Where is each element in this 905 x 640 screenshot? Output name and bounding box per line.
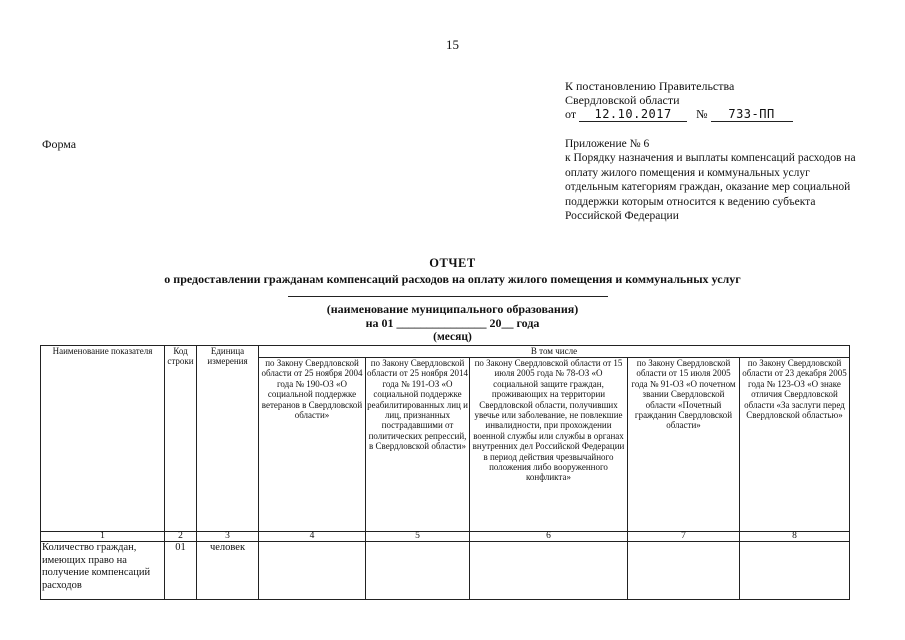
row-code: 01 [165, 542, 197, 600]
decree-reference [565, 79, 793, 122]
number-prefix: № [696, 107, 708, 121]
column-number: 3 [197, 532, 259, 542]
row-label: Количество граждан, имеющих право на получение компенсаций расходов [41, 542, 165, 600]
column-number: 1 [41, 532, 165, 542]
value-cell[interactable] [259, 542, 366, 600]
header-law-191: по Закону Свердловской области от 25 ноября 2014 года № 191-ОЗ «О социальной поддержке реабилитированных лиц и лиц, признанных пострадавшими от политических репрессий, в Свердловской области» [366, 358, 470, 532]
column-number: 7 [628, 532, 740, 542]
report-title: ОТЧЕТ [429, 256, 476, 270]
appendix-block [565, 137, 865, 223]
column-number: 2 [165, 532, 197, 542]
month-caption: (месяц) [433, 331, 472, 343]
table-row [41, 542, 850, 600]
header-law-123: по Закону Свердловской области от 23 декабря 2005 года № 123-ОЗ «О знаке отличия Свердловской области «За заслуги перед Свердловской областью» [740, 358, 850, 532]
report-table [40, 345, 850, 600]
decree-line-2: Свердловской области [565, 93, 680, 107]
decree-date-line [565, 107, 793, 122]
column-number: 4 [259, 532, 366, 542]
header-code: Код строки [165, 346, 197, 532]
column-number: 8 [740, 532, 850, 542]
value-cell[interactable] [366, 542, 470, 600]
decree-line-1: К постановлению Правительства [565, 79, 735, 93]
report-subtitle: о предоставлении гражданам компенсаций расходов на оплату жилого помещения и коммунальных услуг [164, 272, 741, 286]
header-law-91: по Закону Свердловской области от 15 июля 2005 года № 91-ОЗ «О почетном звании Свердловской области «Почетный гражданин Свердловской области» [628, 358, 740, 532]
row-unit: человек [197, 542, 259, 600]
page-number: 15 [446, 37, 459, 52]
value-cell[interactable] [470, 542, 628, 600]
date-prefix: от [565, 107, 577, 121]
decree-date: 12.10.2017 [579, 107, 687, 122]
column-number: 6 [470, 532, 628, 542]
header-indicator: Наименование показателя [41, 346, 165, 532]
report-date-line: на 01 _______________ 20__ года [365, 316, 540, 330]
column-number: 5 [366, 532, 470, 542]
header-unit: Единица измерения [197, 346, 259, 532]
column-number-row [41, 532, 850, 542]
header-law-190: по Закону Свердловской области от 25 ноября 2004 года № 190-ОЗ «О социальной поддержке ветеранов в Свердловской области» [259, 358, 366, 532]
municipality-caption: (наименование муниципального образования) [326, 302, 579, 316]
appendix-title: Приложение № 6 [565, 138, 650, 150]
value-cell[interactable] [628, 542, 740, 600]
appendix-text: к Порядку назначения и выплаты компенсаций расходов на оплату жилого помещения и коммунальных услуг отдельным категориям граждан, оказание мер социальной поддержки которым относится к ведению субъекта Российской Федерации [565, 152, 856, 223]
form-label: Форма [42, 137, 77, 151]
value-cell[interactable] [740, 542, 850, 600]
header-law-78: по Закону Свердловской области от 15 июля 2005 года № 78-ОЗ «О социальной защите граждан, проживающих на территории Свердловской области, получивших увечье или заболевание, не повлекшие инвалидности, при прохождении военной службы или службы в органах внутренних дел Российской Федерации в период действия чрезвычайного положения либо вооруженного конфликта» [470, 358, 628, 532]
decree-number: 733-ПП [711, 107, 793, 122]
municipality-blank-line [288, 296, 608, 297]
header-including: В том числе [259, 346, 850, 358]
